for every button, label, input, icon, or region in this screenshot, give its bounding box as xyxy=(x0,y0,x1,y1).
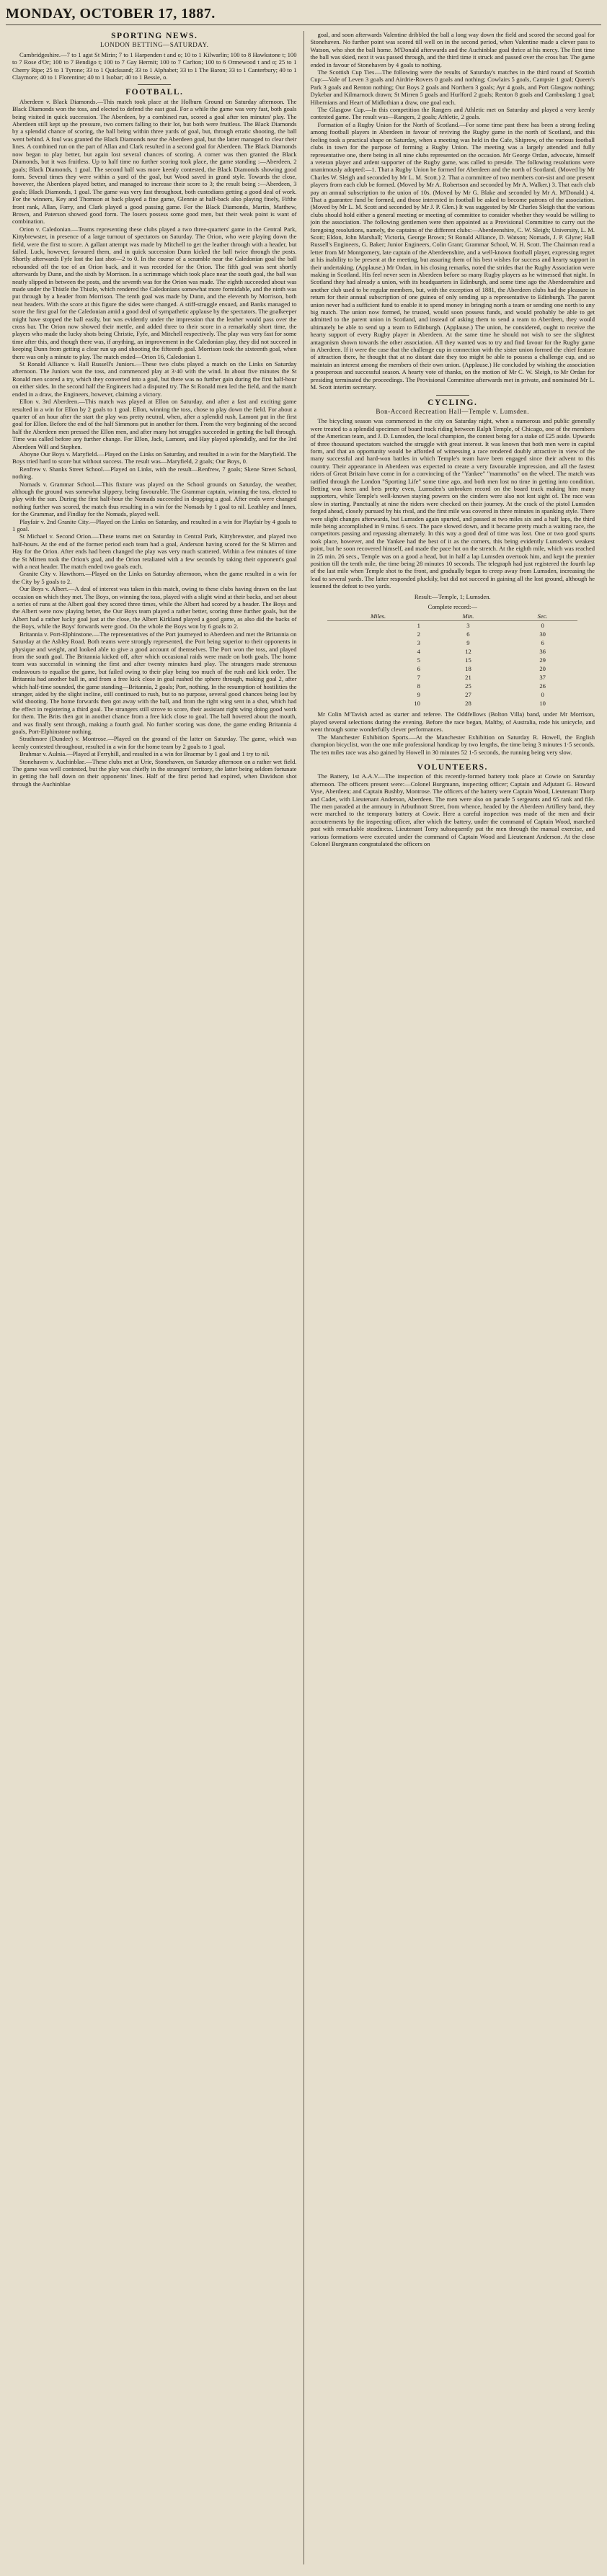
article-paragraph: Strathmore (Dundee) v. Montrose.—Played on the ground of the latter on Saturday. The game, which was keenly contested throughout, resulted in a win for the home team by 2 goals to 1 goal. xyxy=(12,735,297,750)
table-header-row xyxy=(327,612,577,621)
table-cell: 3 xyxy=(417,639,420,647)
article-paragraph: Britannia v. Port-Elphinstone.—The representatives of the Port journeyed to Aberdeen and met the Britannia on Saturday at the Ashley Road. Both teams were strongly represented, the Port being superior to their opponents in physique and weight, and looked able to give a good account of themselves. The Port won the toss, and played from the south goal. The Britannia kicked off, after which occasional raids were made on both goals. The home team was successful in winning the first and after twenty minutes hard play. The strangers made strenuous endeavours to equalise the game, but failed owing to their play being too much of the rush and kick order. The Britannia had another ball in, and from a free kick close in goal rushed the sphere through, making goal 2, after which half-time sounded, the game standing—Britannia, 2 goals; Port, nothing. In the resumption of hostilities the stranger, aided by the slight incline, still continued to rush, but to no purpose, several good chances being lost by wild shooting. The home forwards then got away with the ball, and from the right wing sent in a shot, which had the effect in registering a third goal. The strangers still strove to score, their assistant right wing doing good work for them. The Brits then got in another chance from a free kick close to goal. The ball hovered about the mouth, and was finally sent through, making a fourth goal. No further scoring was done, the game ending Britannia 4 goals, Port-Elphinstone nothing. xyxy=(12,630,297,735)
table-cell: 12 xyxy=(465,648,471,656)
table-cell: 3 xyxy=(466,622,470,630)
betting-paragraph: Cambridgeshire.—7 to 1 agst St Mirin; 7 to 1 Harpenden t and o; 10 to 1 Kilwarlin; 100 to 8 Hawkstone t; 100 to 7 Rose d'Or; 100 to 7 Bendigo t; 100 to 7 Gay Hermit; 100 to 7 Carlton; 100 to 6 Ormewood t and o; 25 to 1 Cherry Ripe; 25 to 1 Tyrone; 33 to 1 Quicksand; 33 to 1 Alphabet; 33 to 1 The Baron; 33 to 1 Canterbury; 40 to 1 Claymore; 40 to 1 Florentine; 40 to 1 Isobar; 40 to 1 Bessie, o. xyxy=(12,50,297,81)
table-cell: 0 xyxy=(541,691,544,699)
article-paragraph: Renfrew v. Shanks Street School.—Played on Links, with the result—Renfrew, 7 goals; Skene Street School, nothing. xyxy=(12,465,297,481)
table-cell: 20 xyxy=(539,665,546,673)
article-paragraph: Playfair v. 2nd Granite City.—Played on the Links on Saturday, and resulted in a win for Playfair by 4 goals to 1 goal. xyxy=(12,517,297,532)
column-header: Sec. xyxy=(508,612,577,621)
table-row xyxy=(327,638,577,647)
table-row xyxy=(327,647,577,656)
table-cell: 37 xyxy=(539,674,546,682)
table-row xyxy=(327,699,577,708)
article-paragraph: Aboyne Our Boys v. Maryfield.—Played on the Links on Saturday, and resulted in a win for the Maryfield. The Boys tried hard to score but without success. The result was—Maryfield, 2 goals; Our Boys, 0. xyxy=(12,450,297,465)
section-divider xyxy=(138,84,171,85)
table-cell: 0 xyxy=(541,622,544,630)
table-cell: 8 xyxy=(417,682,420,690)
masthead xyxy=(6,6,601,25)
article-paragraph: St Michael v. Second Orion.—These teams met on Saturday in Central Park, Kittybrewster, and played two half-hours. At the end of the former period each team had a goal, Anderson having scored for the St Mirren and Hay for the Orion. After ends had been changed the play was very much scattered. Within a few minutes of time the St Mirren took the Orion's goal, and the Orion retaliated with a few seconds by taking their opponent's goal with a neat header. The match ended two goals each. xyxy=(12,532,297,571)
table-cell: 18 xyxy=(465,665,471,673)
article-paragraph: The Scottish Cup Ties.—The following were the results of Saturday's matches in the third round of Scottish Cup:—Vale of Leven 3 goals and Airdrie-Rovers 0 goals and nothing; Cowlairs 5 goals, Campsie 1 goal; Queen's Park 3 goals and Renton nothing; Our Boys 2 goals and Northern 3 goals; Ayr 4 goals, and Port Glasgow nothing; Dykebar and Kilmarnock drawn; St Mirren 5 goals and Hurlford 2 goals; Renton 8 goals and Cambuslang 1 goal; Hibernians and Heart of Midlothian a draw, one goal each. xyxy=(310,68,595,106)
article-paragraph: The Glasgow Cup.—In this competition the Rangers and Athletic met on Saturday and played a very keenly contested game. The result was—Rangers, 2 goals; Athletic, 2 goals. xyxy=(310,106,595,121)
table-cell: 6 xyxy=(541,639,544,647)
article-paragraph: Stonehaven v. Auchinblae.—These clubs met at Urie, Stonehaven, on Saturday afternoon on a rather wet field. The game was well contested, but the play was chiefly in the strangers' territory, the latter being seldom fortunate in getting the ball down on their opponents' lines. Half of the first period had expired, when Davidson shot through the Auchinblae xyxy=(12,757,297,788)
table-cell: 10 xyxy=(414,700,420,708)
table-cell: 6 xyxy=(417,665,420,673)
table-cell: 36 xyxy=(539,648,546,656)
table-row xyxy=(327,682,577,690)
table-cell: 2 xyxy=(417,630,420,638)
table-cell: 6 xyxy=(466,630,470,638)
table-row xyxy=(327,664,577,673)
article-paragraph: Nomads v. Grammar School.—This fixture was played on the School grounds on Saturday, the weather, although the ground was somewhat slippery, being favourable. The Grammar captain, winning the toss, elected to play with the sun. During the first half-hour the Nomads succeeded in dropping a goal. After ends were changed nothing further was scored, the match thus resulting in a win for the Nomads by 1 goal to nil. Leathley and Innes, for the Grammar, and Findlay for the Nomads, played well. xyxy=(12,480,297,518)
newspaper-page xyxy=(6,6,601,2564)
table-cell: 26 xyxy=(539,682,546,690)
table-cell: 28 xyxy=(465,700,471,708)
column-header: Min. xyxy=(429,612,508,621)
lap-record-table xyxy=(327,612,577,708)
article-paragraph: Brahmar v. Aulnia.—Played at Ferryhill, and resulted in a win for Braemar by 1 goal and 1 try to nil. xyxy=(19,750,270,758)
cycling-heading: CYCLING. xyxy=(427,398,478,407)
cycling-subheading: Bon-Accord Recreation Hall—Temple v. Lumsden. xyxy=(376,407,530,415)
table-cell: 1 xyxy=(417,622,420,630)
sporting-news-heading: SPORTING NEWS. xyxy=(111,32,198,40)
table-row xyxy=(327,690,577,699)
article-paragraph: Mr Colin M'Tavish acted as starter and referee. The Oddfellows (Bolton Villa) band, under Mr Morrison, played several selections during the evening. Before the race began, Maltby, of Australia, rode his unicycle, and went through some wonderfully clever performances. xyxy=(310,710,595,734)
article-paragraph: Granite City v. Hawthorn.—Played on the Links on Saturday afternoon, when the game resulted in a win for the City by 5 goals to 2. xyxy=(12,570,297,585)
article-paragraph: Formation of a Rugby Union for the North of Scotland.—For some time past there has been a strong feeling among football players in Aberdeen in favour of reviving the Rugby game in the north of Scotland, and this feeling took a practical shape on Saturday, when a meeting was held in the Cafe, Shiprow, of the various football clubs in town for the purpose of forming a Rugby Union. The meeting was a largely attended and fully representative one, there being in all nine clubs represented on the occasion. Mr George Ordan, advocate, himself a veteran player and ardent supporter of the Rugby game, was called to preside. The following resolutions were unanimously adopted:—1. That a Rugby Union be formed for Aberdeen and the north of Scotland. (Moved by Mr Charles W. Sleigh and seconded by Mr L. M. Scott.) 2. That a committee of two members con-sist and one present players from each club be formed. (Moved by Mr A. Robertson and seconded by Mr A. Walker.) 3. That each club pay an annual subscription to the union of 10s. (Moved by Mr G. Blake and seconded by Mr A. M'Donald.) 4. That a guarantee fund be formed, and those interested in football be asked to become patrons of the association. (Moved by Mr L. M. Scott and seconded by Mr J. P. Glen.) It was suggested by Mr Charles Sleigh that the various clubs should hold either a general meeting or meeting of committee to consider whether they would be willing to join the association. The following gentlemen were then appointed as a Provisional Committee to carry out the foregoing resolutions, namely, the captains of the different clubs:—Aberdeenshire, C. W. Sleigh; University, L. M. Scott; Eldon, John Marshall; Victoria, George Brown; St Ronald Alliance, D. Watson; Nomads, J. P. Glyne; Hall Russell's Engineers, G. Baker; Junior Engineers, Colin Grant; Grammar School, W. H. Scott. The Chairman read a letter from Mr Montgomery, late captain of the Aberdeenshire, and a well-known football player, expressing regret at his inability to be present at the meeting, but assuring them of his best wishes for success and hearty support in their undertaking. (Applause.) Mr Ordan, in his closing remarks, noted the strides that the Rugby Association were making in Scotland. His feel never seen in Aberdeen before so many Rugby players as he witnessed that night. In Scotland they had already a union, with its headquarters in Edinburgh, and some time ago the Aberdeenshire and another club used to be regular members, but, with the exception of 1881, the Aberdeen clubs had the pleasure in return for their annual subscription of one guinea of only sending up a representative to Edinburgh. The parent union never had a sufficient fund to enable it to spend money in bringing north a team or sending one north to any big match. The union now formed, he trusted, would soon possess funds, and would probably be able to get admitted to the parent union in Scotland, and instead of asking them to send a team to Aberdeen, they would ultimately be able to send up a team to Edinburgh. (Applause.) The union, he considered, ought to receive the hearty support of every Rugby player in Aberdeen. At the same time he should not wish to see the slightest antagonism shown towards the other association. All they wanted was to try and find favour for the Rugby game in Aberdeen. If it were the case that the challenge cup in connection with the sister union formed the chief feature of attraction there, he thought that at no distant date they too might be able to possess a challenge cup, and so maintain an interest among the members of their own union. (Applause.) He concluded by wishing the association a prosperous and successful season. A hearty vote of thanks, on the motion of Mr C. W. Sleigh, to Mr Ordan for presiding terminated the proceedings. The Provisional Committee afterwards met in private, and nominated Mr L. M. Scott interim secretary. xyxy=(310,120,595,391)
table-cell: 4 xyxy=(417,648,420,656)
london-betting-heading: LONDON BETTING—SATURDAY. xyxy=(100,41,209,49)
table-row xyxy=(327,630,577,638)
article-paragraph: The bicycling season was commenced in the city on Saturday night, when a numerous and public generally were treated to a splendid specimen of board track riding between Ralph Temple, of Chicago, one of the members of the American team, and J. D. Lumsden, the local champion, the contest being for a stake of £25 aside. Upwards of three thousand spectators watched the struggle with great interest. It was known that both men were in capital form, and that an opportunity would be afforded of witnessing a race rendered doubly attractive in view of the many successful and hard-won battles in which Temple's team have been engaged since their advent to this country. Their appearance in Aberdeen was expected to create a very favourable impression, and all the fastest riders of Great Britain have come in for a convincing of the "Yankee" "mammoths" on the wheel. The match was ratified through the London "Sporting Life" some time ago, and both men lost no time in getting into condition. Betting was keen and bets pretty even, Lumsden's unbroken record on the board track making him many supporters, while Temple's well-known staying powers on the cinders were also not lost sight of. The race was slow in starting. Punctually at nine the riders were checked on their journey. At the crack of the pistol Lumsden forged ahead, closely pursued by his rival, and the first mile was covered in three minutes in spanking style. There were slight changes afterwards, but Lumsden again spurted, and passed at two miles six and a half laps, the third mile being accomplished in 9 mins. 6 secs. The pace slowed down, and it became pretty much a waiting race, the competitors passing and repassing alternately. In this way a good deal of time was lost. One or two good spurts took place, however, and the Yankee had the best of it as the corners, this being evidently Lumsden's weakest point, but he soon recovered himself, and made the pace hot on the stretch. At the eighth mile, which was reached in 25 min. 26 secs., Temple was on a good a head, but in half a lap Lumsden overtook him, and kept the premier position till the tenth mile, the time being 28 minutes 10 seconds. The telegraph had just registered the fourth lap of the last mile when Temple shot to the front, and gradually began to creep away from Lumsden, increasing the lead to several yards. The latter responded pluckily, but did not succeed in gaining all the lost ground, although he lessened the defeat to two yards. xyxy=(310,417,595,590)
football-heading: FOOTBALL. xyxy=(125,88,184,97)
record-table-title: Complete record:— xyxy=(427,603,477,611)
column-header: Miles. xyxy=(327,612,429,621)
table-cell: 7 xyxy=(417,674,420,682)
table-cell: 5 xyxy=(417,656,420,664)
article-paragraph: Aberdeen v. Black Diamonds.—This match took place at the Holburn Ground on Saturday afternoon. The Black Diamonds won the toss, and elected to defend the east goal. For a while the game was very fast, both goals being visited in quick succession. The Aberdeen, by a combined run, scored a goal after ten minutes' play. The Aberdeen still kept up the pressure, two corners falling to their lot, but both were fruitless. The Black Diamonds by a splendid chance of scoring, the ball being within three yards of goal, but, through erratic shooting, the ball went behind. A foul was granted the Black Diamonds near the Aberdeen goal, but the latter managed to clear their lines. A combined run on the part of Allan and Clark resulted in a second goal for Aberdeen. The Black Diamonds now began to play better, but again lost several chances of scoring. A corner was then granted the Black Diamonds, but it was fruitless. Up to half time no further scoring took place, the game standing :—Aberdeen, 2 goals; Black Diamonds, 1 goal. The second half was more keenly contested, the Black Diamonds showing good form. Several times they were within a yard of the goal, but Wood saved in grand style. Towards the close, however, the Aberdeen played better, and managed to increase their score to 3; the result being :—Aberdeen, 3 goals; Black Diamonds, 1 goal. The game was very fast throughout, both custodians getting a good deal of work. For the winners, Key and Thomson at back played a fine game, Glennie at half-back also playing finely, Fifthe front rank, Allan, Farry, and Clark played a good passing game. For the Black Diamonds, Martin, Matthew, Brown, and Paterson showed good form. The losers possess some good men, but their weak point is want of combination. xyxy=(12,97,297,226)
article-paragraph: Orion v. Caledonian.—Teams representing these clubs played a two three-quarters' game in the Central Park, Kittybrewster, in presence of a large turnout of spectators on Saturday. The Orion, who were playing down the field, were the first to score. A gallant attempt was made by Mitchell to get the leather through with a header, but failed. Luck, however, favoured them, and in quick succession Dunn kicked the ball twice through the posts. Shortly afterwards Fyfe lost the last shot—2 to 0. In the course of a scramble near the Caledonian goal the ball rebounded off the toe of an Orion back, and it was recorded for the Orion. The fifth goal was sent shortly afterwards by Dunn, and the sixth by Morrison. In a scrimmage which took place near the south goal, the ball was neatly slipped in between the posts, and the seventh was for the Orion was made. The eighth succeeded about was made under the Thistle the Thistle, which rendered the Caledonians somewhat more formidable, and the ninth was put through by a header from Morrison. The tenth goal was made by Dunn, and the eleventh by Morrison, both neat headers. With the score at this figure the sides were changed. A stiff-struggle ensued, and Banks managed to score the first goal for the Caledonian amid a good deal of sympathetic applause by the spectators. The goalkeeper might have stopped the ball easily, but was evidently under the impression that the leather would pass over the cross bar. The Orion now showed their mettle, and added three to their score in a remarkably short time, the players who made the lucky shots being Christie, Fyfe, and Mitchell respectively. The play was very fast for some time after this, and though there was, if anything, an improvement in the Caledonian play, they did not succeed in keeping Dunn from getting a clear run up and shooting the fifteenth goal. Morrison took the sixteenth goal, when there was only a minute to play. The match ended—Orion 16, Caledonian 1. xyxy=(12,225,297,360)
article-paragraph: St Ronald Alliance v. Hall Russell's Juniors.—These two clubs played a match on the Links on Saturday afternoon. The Juniors won the toss, and commenced play at 3·40 with the wind. In about five minutes the St Ronald men scored a try, which they converted into a goal, but there was no further gain during the first half-hour on either sides. In the second half the Engineers had a disputed try. The St Ronald men led the field, and the match ended in a draw, the Engineers, however, claiming a victory. xyxy=(12,360,297,398)
section-divider xyxy=(436,395,469,396)
table-cell: 30 xyxy=(539,630,546,638)
table-row xyxy=(327,673,577,682)
table-cell: 27 xyxy=(465,691,471,699)
table-cell: 9 xyxy=(466,639,470,647)
column-right xyxy=(304,31,602,2564)
table-cell: 10 xyxy=(539,700,546,708)
article-paragraph: The Battery, 1st A.A.V.—The inspection of this recently-formed battery took place at Cowie on Saturday afternoon. The officers present were:—Colonel Burgmann, inspecting officer; Captain and Adjutant G. Howard Vyse, Aberdeen; and Captain Bushby, Montrose. The officers of the battery were Captain Wood, Lieutenant Thorp and Cadet, with Lieutenant Anderson, Aberdeen. The men were also on parade 5 sergeants and 65 rank and file. The men paraded at the armoury in Arbuthnott Street, from whence, headed by the Aberdeen Artillery band, they were marched to the temporary battery at Cowie. Here a careful inspection was made of the men and their accoutrements by the inspecting officer, after which the battery, under the command of Captain Wood, marched past with remarkable steadiness. Lieutenant Torry subsequently put the men through the manual exercise, and various formations were executed under the command of Captain Wood and Lieutenant Anderson. At the close Colonel Burgmann congratulated the officers on xyxy=(310,772,595,847)
table-cell: 15 xyxy=(465,656,471,664)
article-paragraph: goal, and soon afterwards Valentine dribbled the ball a long way down the field and scored the second goal for Stonehaven. No further point was scored till well on in the second period, when Valentine made a clever pass to Watson, who shot the ball home. M'Donald afterwards and the Auchinblae goal thrice at his mercy. The first time the ball was skied, next it was passed through, and the third time it struck and passed over the cross bar. The game ended in favour of Stonehaven by 4 goals to nothing. xyxy=(310,31,595,68)
table-cell: 25 xyxy=(465,682,471,690)
column-container xyxy=(6,31,601,2564)
article-paragraph: Our Boys v. Albert.—A deal of interest was taken in this match, owing to these clubs having drawn on the last occasion on which they met. The Boys, on winning the toss, played with a slight wind at their backs, and set about a series of runs at the Albert goal they scored three times, while the Albert had scored by a header. The Boys and the Albert were now playing better, the Our Boys team played a rather better, scoring three further goals, but the Albert had a rather lucky goal just at the close, the Albert Kirkland played a good game, as also did the backs of the Boys, while the Boys' forwards were good. On the whole the Boys won by 6 goals to 2. xyxy=(12,585,297,630)
volunteers-heading: VOLUNTEERS. xyxy=(417,762,488,772)
race-result: Result:—Temple, 1; Lumsden. xyxy=(414,592,491,600)
article-paragraph: Ellon v. 3rd Aberdeen.—This match was played at Ellon on Saturday, and after a fast and exciting game resulted in a win for Ellon by 2 goals to 1 goal. Ellon, winning the toss, chose to play down the field. For about a quarter of an hour after the start the play was pretty neutral, when, after a splendid rush, Lamont put in the first goal for Ellon. Before the end of the half Simmons put in another for them. From the very beginning of the second half the Aberdeen men pressed the Ellon men, and after many hot struggles succeeded in getting the ball through. Time was called before any further change. For Ellon, Jack, Lamont, and Hay played splendidly, and for the 3rd Aberdeen Will and Stephen. xyxy=(12,398,297,450)
dateline: MONDAY, OCTOBER 17, 1887. xyxy=(6,6,216,22)
section-divider xyxy=(436,759,469,760)
article-paragraph: The Manchester Exhibition Sports.—At the Manchester Exhibition on Saturday R. Howell, the English champion bicyclist, won the one mile professional handicap by two lengths, the time being 3 minutes 1·5 seconds. The ten miles race was also gained by Howell in 30 minutes 52 1-5 seconds, the running being very slow. xyxy=(310,733,595,756)
table-row xyxy=(327,621,577,630)
table-cell: 29 xyxy=(539,656,546,664)
table-row xyxy=(327,656,577,664)
table-cell: 9 xyxy=(417,691,420,699)
table-cell: 21 xyxy=(465,674,471,682)
column-left xyxy=(6,31,304,2564)
